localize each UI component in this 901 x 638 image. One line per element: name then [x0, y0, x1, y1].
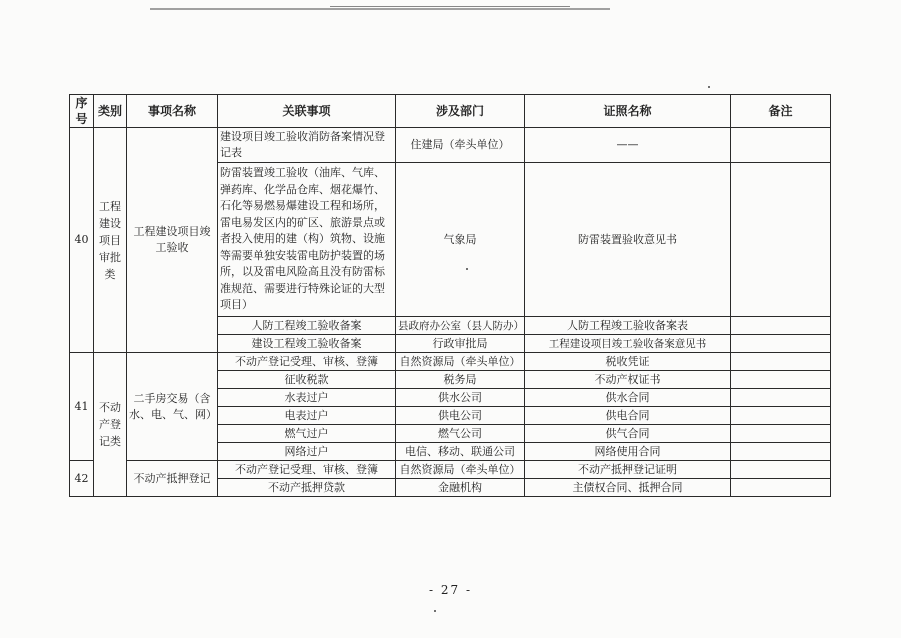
header-note: 备注	[731, 95, 831, 128]
table-row	[70, 353, 831, 371]
scan-artifact-line	[150, 8, 610, 10]
note-cell	[731, 461, 831, 479]
header-dept: 涉及部门	[396, 95, 525, 128]
item-cell: 工程建设项目竣工验收	[127, 128, 218, 353]
license-cell: 网络使用合同	[525, 443, 731, 461]
header-category: 类别	[94, 95, 127, 128]
dept-cell: 供水公司	[396, 389, 525, 407]
related-cell: 水表过户	[218, 389, 396, 407]
dept-cell: 电信、移动、联通公司	[396, 443, 525, 461]
table-row	[70, 461, 831, 479]
note-cell	[731, 389, 831, 407]
related-cell: 建设工程竣工验收备案	[218, 335, 396, 353]
category-cell: 不动产登记类	[94, 353, 127, 497]
seq-cell: 41	[70, 353, 94, 461]
note-cell	[731, 479, 831, 497]
related-cell: 防雷装置竣工验收（油库、气库、弹药库、化学品仓库、烟花爆竹、石化等易燃易爆建设工程和场所，雷电易发区内的矿区、旅游景点或者投入使用的建（构）筑物、设施等需要单独安装雷电防护装置的场所，以及雷电风险高且没有防雷标准规范、需要进行特殊论证的大型项目）	[218, 163, 396, 317]
dept-cell: 气象局	[396, 163, 525, 317]
header-related: 关联事项	[218, 95, 396, 128]
license-cell: 供水合同	[525, 389, 731, 407]
scan-artifact-line	[330, 6, 570, 7]
header-license: 证照名称	[525, 95, 731, 128]
dept-cell: 自然资源局（牵头单位）	[396, 461, 525, 479]
matters-table	[69, 94, 831, 497]
license-cell: 供气合同	[525, 425, 731, 443]
item-cell: 不动产抵押登记	[127, 461, 218, 497]
related-cell: 建设项目竣工验收消防备案情况登记表	[218, 128, 396, 163]
scan-speck	[708, 86, 710, 88]
category-cell: 工程建设项目审批类	[94, 128, 127, 353]
related-cell: 燃气过户	[218, 425, 396, 443]
license-cell: ——	[525, 128, 731, 163]
note-cell	[731, 353, 831, 371]
license-cell: 不动产抵押登记证明	[525, 461, 731, 479]
license-cell: 主债权合同、抵押合同	[525, 479, 731, 497]
dept-cell: 税务局	[396, 371, 525, 389]
dept-cell: 自然资源局（牵头单位）	[396, 353, 525, 371]
note-cell	[731, 425, 831, 443]
table-header-row	[70, 95, 831, 128]
table-row	[70, 128, 831, 163]
page-number: - 27 -	[428, 583, 472, 597]
note-cell	[731, 128, 831, 163]
scan-speck	[434, 610, 436, 612]
note-cell	[731, 335, 831, 353]
related-cell: 不动产登记受理、审核、登簿	[218, 461, 396, 479]
seq-cell: 40	[70, 128, 94, 353]
note-cell	[731, 407, 831, 425]
license-cell: 工程建设项目竣工验收备案意见书	[525, 335, 731, 353]
dept-cell: 县政府办公室（县人防办）	[396, 317, 525, 335]
header-seq: 序号	[70, 95, 94, 128]
related-cell: 征收税款	[218, 371, 396, 389]
item-cell: 二手房交易（含水、电、气、网）	[127, 353, 218, 461]
related-cell: 电表过户	[218, 407, 396, 425]
note-cell	[731, 163, 831, 317]
license-cell: 人防工程竣工验收备案表	[525, 317, 731, 335]
dept-cell: 供电公司	[396, 407, 525, 425]
seq-cell: 42	[70, 461, 94, 497]
dept-cell: 燃气公司	[396, 425, 525, 443]
related-cell: 网络过户	[218, 443, 396, 461]
license-cell: 不动产权证书	[525, 371, 731, 389]
license-cell: 防雷装置验收意见书	[525, 163, 731, 317]
license-cell: 税收凭证	[525, 353, 731, 371]
dept-cell: 金融机构	[396, 479, 525, 497]
note-cell	[731, 371, 831, 389]
note-cell	[731, 443, 831, 461]
related-cell: 不动产登记受理、审核、登簿	[218, 353, 396, 371]
license-cell: 供电合同	[525, 407, 731, 425]
dept-cell: 行政审批局	[396, 335, 525, 353]
note-cell	[731, 317, 831, 335]
related-cell: 人防工程竣工验收备案	[218, 317, 396, 335]
header-item: 事项名称	[127, 95, 218, 128]
related-cell: 不动产抵押贷款	[218, 479, 396, 497]
dept-cell: 住建局（牵头单位）	[396, 128, 525, 163]
